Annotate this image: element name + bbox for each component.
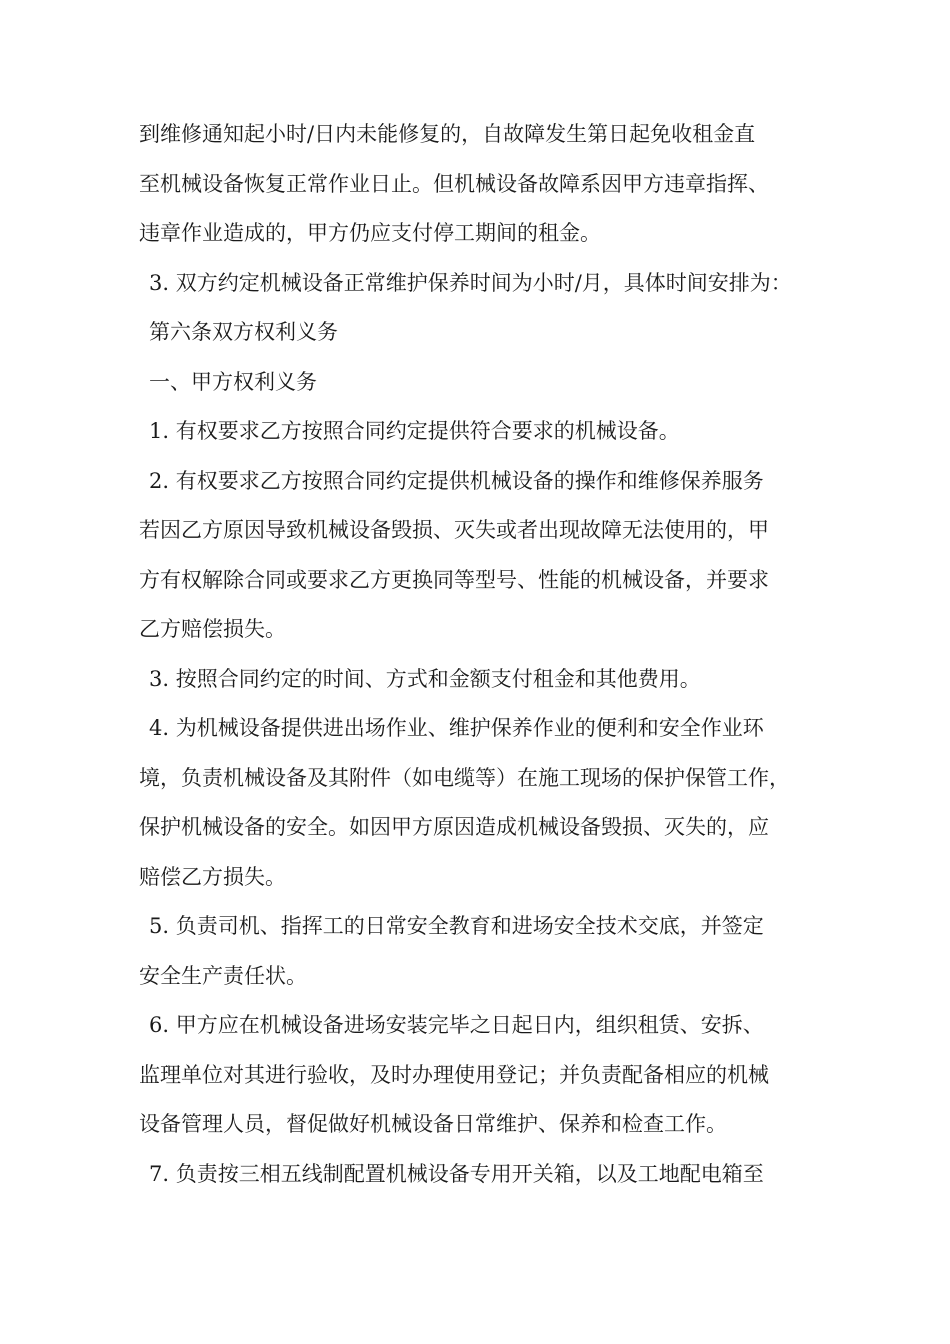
text-line: 3. 按照合同约定的时间、方式和金额支付租金和其他费用。 [149,667,701,691]
text-line: 5. 负责司机、指挥工的日常安全教育和进场安全技术交底，并签定 [149,914,764,938]
text-line: 方有权解除合同或要求乙方更换同等型号、性能的机械设备，并要求 [139,568,769,592]
text-line: 到维修通知起小时/日内未能修复的，自故障发生第日起免收租金直 [139,122,756,146]
text-line: 2. 有权要求乙方按照合同约定提供机械设备的操作和维修保养服务 [149,469,764,493]
text-line: 6. 甲方应在机械设备进场安装完毕之日起日内，组织租赁、安拆、 [149,1013,764,1037]
section-heading: 第六条双方权利义务 [149,320,338,344]
text-line: 违章作业造成的，甲方仍应支付停工期间的租金。 [139,221,601,245]
text-line: 境，负责机械设备及其附件（如电缆等）在施工现场的保护保管工作， [139,766,790,790]
text-line: 设备管理人员，督促做好机械设备日常维护、保养和检查工作。 [139,1112,727,1136]
text-line: 监理单位对其进行验收，及时办理使用登记；并负责配备相应的机械 [139,1063,769,1087]
text-line: 4. 为机械设备提供进出场作业、维护保养作业的便利和安全作业环 [149,716,764,740]
subsection-heading: 一、甲方权利义务 [149,370,317,394]
text-line: 若因乙方原因导致机械设备毁损、灭失或者出现故障无法使用的，甲 [139,518,769,542]
text-line: 乙方赔偿损失。 [139,617,286,641]
text-line: 安全生产责任状。 [139,964,307,988]
text-line: 1. 有权要求乙方按照合同约定提供符合要求的机械设备。 [149,419,680,443]
text-line: 3. 双方约定机械设备正常维护保养时间为小时/月，具体时间安排为： [149,271,792,295]
text-line: 7. 负责按三相五线制配置机械设备专用开关箱，以及工地配电箱至 [149,1162,764,1186]
text-line: 至机械设备恢复正常作业日止。但机械设备故障系因甲方违章指挥、 [139,172,769,196]
text-line: 赔偿乙方损失。 [139,865,286,889]
text-line: 保护机械设备的安全。如因甲方原因造成机械设备毁损、灭失的，应 [139,815,769,839]
